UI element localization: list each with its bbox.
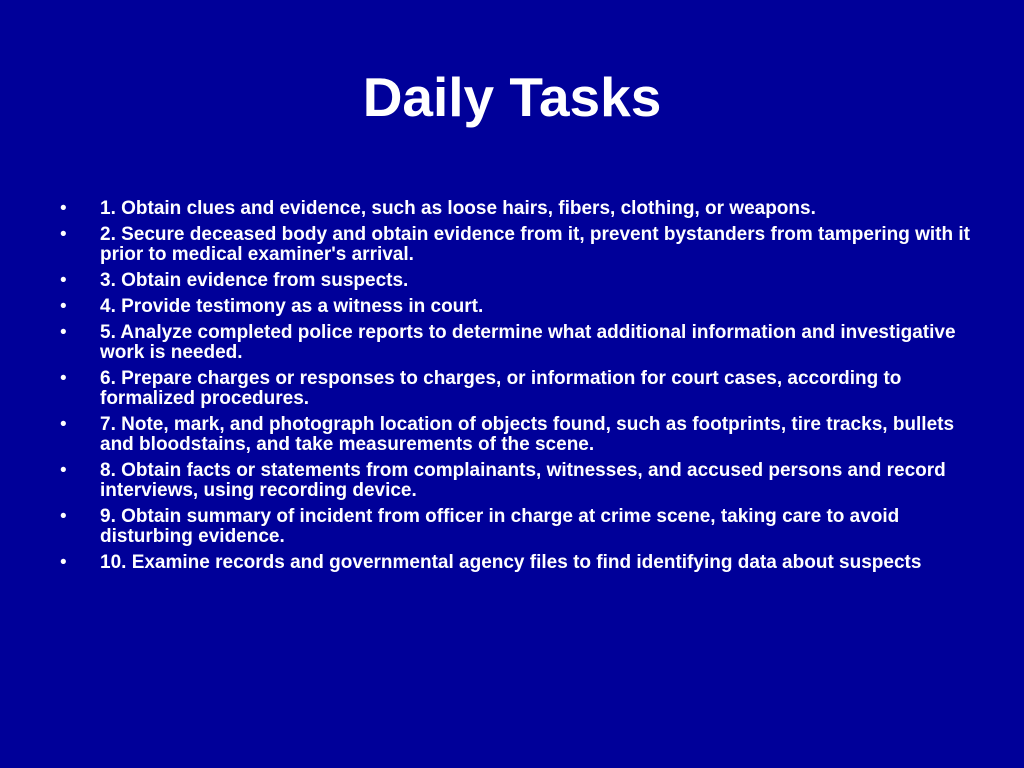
bullet-list <box>58 199 978 579</box>
list-item <box>58 323 978 363</box>
list-item <box>58 507 978 547</box>
bullet-icon: • <box>60 296 67 317</box>
bullet-icon: • <box>60 414 67 435</box>
list-item-text: 10. Examine records and governmental agency files to find identifying data about suspects <box>100 552 922 573</box>
list-item <box>58 461 978 501</box>
list-item-text: 3. Obtain evidence from suspects. <box>100 270 409 291</box>
list-item <box>58 415 978 455</box>
list-item <box>58 225 978 265</box>
bullet-icon: • <box>60 506 67 527</box>
list-item <box>58 199 978 219</box>
list-item-text: 4. Provide testimony as a witness in court. <box>100 296 484 317</box>
list-item-text: 6. Prepare charges or responses to charges, or information for court cases, according to formalized procedures. <box>100 368 902 409</box>
bullet-icon: • <box>60 552 67 573</box>
list-item-text: 7. Note, mark, and photograph location of objects found, such as footprints, tire tracks, bullets and bloodstains, and take measurements of the scene. <box>100 414 955 455</box>
bullet-icon: • <box>60 224 67 245</box>
slide-title: Daily Tasks <box>362 66 662 128</box>
bullet-icon: • <box>60 270 67 291</box>
list-item-text: 5. Analyze completed police reports to determine what additional information and investigative work is needed. <box>100 322 956 363</box>
list-item <box>58 271 978 291</box>
list-item <box>58 553 978 573</box>
list-item <box>58 297 978 317</box>
list-item-text: 8. Obtain facts or statements from complainants, witnesses, and accused persons and record interviews, using recording device. <box>100 460 946 501</box>
list-item <box>58 369 978 409</box>
list-item-text: 9. Obtain summary of incident from officer in charge at crime scene, taking care to avoid disturbing evidence. <box>100 506 900 547</box>
list-item-text: 2. Secure deceased body and obtain evidence from it, prevent bystanders from tampering with it prior to medical examiner's arrival. <box>100 224 970 265</box>
list-item-text: 1. Obtain clues and evidence, such as loose hairs, fibers, clothing, or weapons. <box>100 198 816 219</box>
bullet-icon: • <box>60 368 67 389</box>
bullet-icon: • <box>60 322 67 343</box>
bullet-icon: • <box>60 198 67 219</box>
bullet-icon: • <box>60 460 67 481</box>
